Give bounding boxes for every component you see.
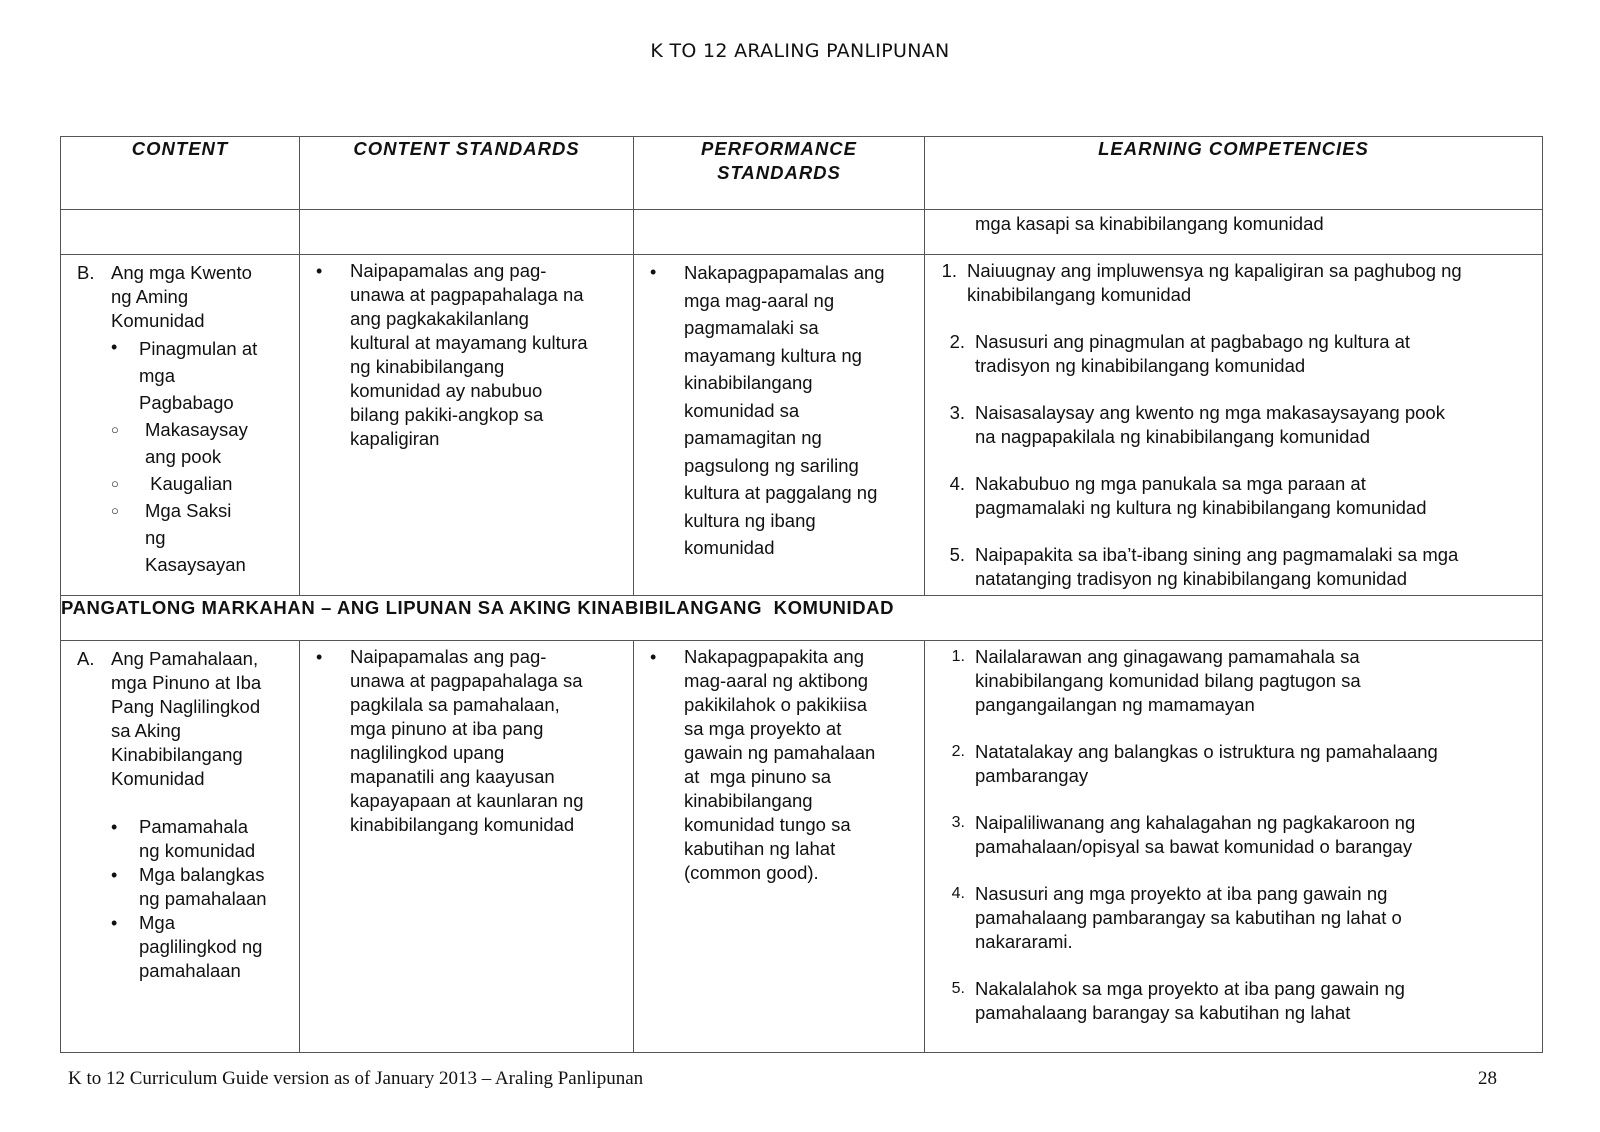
list-item	[111, 911, 293, 983]
topic-line: ng komunidad	[139, 840, 256, 861]
text-line: pakikilahok o pakikiisa	[684, 694, 868, 715]
text-line: kabutihan ng lahat	[684, 838, 836, 859]
list-item	[111, 497, 293, 578]
list-item	[111, 863, 293, 911]
section-b-content-standard-cell	[300, 255, 634, 596]
continuation-row	[61, 210, 1543, 255]
subtopic-line: ang pook	[145, 446, 222, 467]
competency-number: 3.	[949, 402, 965, 423]
text-line: Naipaliliwanang ang kahalagahan ng pagkakaroon ng	[975, 812, 1416, 833]
text-line: pagmamalaki ng kultura ng kinabibilangang komunidad	[975, 497, 1427, 518]
column-header-learning-competencies: LEARNING COMPETENCIES	[925, 137, 1543, 210]
competency-item	[935, 645, 1532, 717]
performance-standard-text	[684, 645, 875, 885]
text-line: (common good).	[684, 862, 819, 883]
text-line: sa mga proyekto at	[684, 718, 842, 739]
competency-text	[975, 543, 1458, 591]
curriculum-table	[60, 136, 1543, 1053]
text-line: Naisasalaysay ang kwento ng mga makasaysayang pook	[975, 402, 1445, 423]
competency-item	[935, 740, 1532, 788]
topic-line: • Mga	[139, 912, 175, 933]
competency-text	[975, 882, 1402, 954]
text-line: Nakalalahok sa mga proyekto at iba pang gawain ng	[975, 978, 1405, 999]
text-line: gawain ng pamahalaan	[684, 742, 876, 763]
competency-number: 1.	[941, 260, 957, 281]
list-item	[111, 470, 293, 497]
text-line: pagkilala sa pamahalaan,	[350, 694, 560, 715]
subtopic-line: ng	[145, 527, 166, 548]
topic-line: pamahalaan	[139, 960, 241, 981]
text-line: kinabibilangang komunidad bilang pagtugon sa	[975, 670, 1361, 691]
competency-number: 1.	[951, 648, 965, 665]
bullet-icon: •	[650, 647, 657, 667]
competency-item	[935, 811, 1532, 859]
performance-standard-item	[650, 259, 914, 562]
section-b-topic-list	[77, 335, 293, 578]
text-line: pamahalaang pambarangay sa kabutihan ng lahat o	[975, 907, 1402, 928]
topic-line: • Pamamahala	[139, 816, 249, 837]
column-header-content-standards: CONTENT STANDARDS	[300, 137, 634, 210]
text-line: natatanging tradisyon ng kinabibilangang komunidad	[975, 568, 1407, 589]
competency-number: 4.	[949, 473, 965, 494]
page-number: 28	[1478, 1068, 1497, 1089]
text-line: Naipapamalas ang pag-	[350, 260, 547, 281]
bullet-icon: •	[316, 647, 323, 667]
section-b-title-text	[111, 261, 252, 333]
text-line: kapayapaan at kaunlaran ng	[350, 790, 584, 811]
empty-cell	[300, 210, 634, 255]
text-line: pambarangay	[975, 765, 1089, 786]
competency-item	[935, 472, 1532, 520]
text-line: mapanatili ang kaayusan	[350, 766, 555, 787]
section-a-performance-standard-cell	[634, 641, 925, 1053]
title-line: Kinabibilangang	[111, 744, 243, 765]
text-line: kinabibilangang komunidad	[967, 284, 1192, 305]
text-line: pagsulong ng sariling	[684, 454, 859, 476]
competency-item	[935, 259, 1532, 307]
competency-text	[975, 330, 1410, 378]
text-line: mga pinuno at iba pang	[350, 718, 544, 739]
title-line: Ang mga Kwento	[111, 262, 252, 283]
text-line: mga mag-aaral ng	[684, 289, 835, 311]
text-line: kinabibilangang	[684, 790, 813, 811]
competency-number: 2.	[949, 331, 965, 352]
topic-line: paglilingkod ng	[139, 936, 263, 957]
competency-number: 5.	[951, 980, 965, 997]
text-line: komunidad tungo sa	[684, 814, 851, 835]
section-a-row	[61, 641, 1543, 1053]
text-line: kultura ng ibang	[684, 509, 816, 531]
competency-text	[975, 740, 1438, 788]
section-b-label: B.	[77, 262, 95, 283]
text-line: Nasusuri ang mga proyekto at iba pang gawain ng	[975, 883, 1388, 904]
text-line: naglilingkod upang	[350, 742, 505, 763]
section-b-performance-standard-cell	[634, 255, 925, 596]
empty-cell	[634, 210, 925, 255]
title-line: mga Pinuno at Iba	[111, 672, 262, 693]
title-line: Komunidad	[111, 768, 205, 789]
section-a-topic-list	[77, 815, 293, 983]
list-item	[111, 815, 293, 863]
text-line: pamahalaang barangay sa kabutihan ng lahat	[975, 1002, 1351, 1023]
section-a-competencies-cell	[925, 641, 1543, 1053]
title-line: sa Aking	[111, 720, 181, 741]
section-a-content-standard-cell	[300, 641, 634, 1053]
text-line: kinabibilangang komunidad	[350, 814, 575, 835]
section-b-content-cell	[61, 255, 300, 596]
text-line: kinabibilangang	[684, 372, 813, 393]
text-line: mag-aaral ng aktibong	[684, 670, 869, 691]
continued-competency-cell	[925, 210, 1543, 255]
competency-item	[935, 401, 1532, 449]
bullet-icon: •	[316, 261, 323, 281]
competency-item	[935, 882, 1532, 954]
text-line: nakararami.	[975, 931, 1073, 952]
column-header-content: CONTENT	[61, 137, 300, 210]
competency-list	[925, 255, 1542, 595]
footer-version-text: K to 12 Curriculum Guide version as of January 2013 – Araling Panlipunan	[68, 1068, 644, 1089]
text-line: Nasusuri ang pinagmulan at pagbabago ng kultura at	[975, 331, 1411, 352]
text-line: Naipapamalas ang pag-	[350, 646, 547, 667]
title-line: Pang Naglilingkod	[111, 696, 261, 717]
text-line: Nakabubuo ng mga panukala sa mga paraan at	[975, 473, 1366, 494]
competency-number: 2.	[951, 743, 965, 760]
column-header-performance-standards	[634, 137, 925, 210]
competency-text	[975, 401, 1445, 449]
text-line: Naiuugnay ang impluwensya ng kapaligiran sa paghubog ng	[967, 260, 1462, 281]
page-header-title: K TO 12 ARALING PANLIPUNAN	[650, 40, 950, 62]
section-a-title-text	[111, 647, 261, 791]
title-line: Ang Pamahalaan,	[111, 648, 259, 669]
section-a-title	[77, 647, 293, 791]
text-line: tradisyon ng kinabibilangang komunidad	[975, 355, 1306, 376]
subtopic-line: ○ Makasaysay	[145, 419, 248, 440]
topic-line: ng pamahalaan	[139, 888, 267, 909]
section-b-title	[77, 261, 293, 333]
text-line: unawa at pagpapahalaga sa	[350, 670, 583, 691]
text-line: kapaligiran	[350, 428, 440, 449]
table-header-row	[61, 137, 1543, 210]
section-a-label: A.	[77, 648, 95, 669]
quarter-heading: PANGATLONG MARKAHAN – ANG LIPUNAN SA AKING KINABIBILANGANG KOMUNIDAD	[61, 596, 1543, 641]
topic-line: mga	[139, 365, 175, 386]
text-line: Natatalakay ang balangkas o istruktura ng pamahalaang	[975, 741, 1438, 762]
competency-number: 3.	[951, 814, 965, 831]
title-line: Komunidad	[111, 310, 205, 331]
text-line: komunidad	[684, 537, 775, 558]
topic-line: • Pinagmulan at	[139, 338, 258, 359]
topic-line: Pagbabago	[139, 392, 234, 413]
list-item	[111, 335, 293, 578]
performance-header-line: PERFORMANCE	[701, 138, 857, 159]
text-line: at mga pinuno sa	[684, 766, 832, 787]
performance-standard-text	[684, 259, 885, 562]
list-item	[111, 416, 293, 470]
text-line: ang pagkakakilanlang	[350, 308, 529, 329]
text-line: pamamagitan ng	[684, 427, 822, 448]
text-line: Nakapagpapakita ang	[684, 646, 865, 667]
section-b-competencies-cell	[925, 255, 1543, 596]
text-line: Nakapagpapamalas ang	[684, 262, 885, 283]
text-line: Naipapakita sa iba’t-ibang sining ang pagmamalaki sa mga	[975, 544, 1459, 565]
text-line: Nailalarawan ang ginagawang pamamahala sa	[975, 646, 1360, 667]
subtopic-list	[111, 416, 293, 578]
content-standard-item	[316, 645, 623, 837]
competency-item	[935, 977, 1532, 1025]
text-line: komunidad sa	[684, 399, 800, 421]
empty-cell	[61, 210, 300, 255]
content-standard-text	[350, 645, 584, 837]
subtopic-line: ○ Mga Saksi	[145, 500, 232, 521]
continued-text: mga kasapi sa kinabibilangang komunidad	[975, 213, 1324, 234]
text-line: mayamang kultura ng	[684, 344, 862, 366]
text-line: pamahalaan/opisyal sa bawat komunidad o barangay	[975, 836, 1413, 857]
quarter-heading-row	[61, 596, 1543, 641]
competency-item	[935, 543, 1532, 591]
text-line: komunidad ay nabubuo	[350, 380, 543, 401]
competency-text	[975, 977, 1405, 1025]
content-standard-item	[316, 259, 623, 451]
section-b-row	[61, 255, 1543, 596]
competency-number: 4.	[951, 885, 965, 902]
subtopic-line: Kasaysayan	[145, 554, 246, 575]
competency-list	[925, 641, 1542, 1052]
competency-text	[975, 645, 1361, 717]
competency-text	[975, 811, 1415, 859]
section-a-content-cell	[61, 641, 300, 1053]
text-line: kultura at paggalang ng	[684, 482, 878, 503]
text-line: unawa at pagpapahalaga na	[350, 284, 584, 305]
text-line: na nagpapakilala ng kinabibilangang komunidad	[975, 426, 1370, 447]
bullet-icon: •	[650, 262, 657, 282]
competency-number: 5.	[949, 544, 965, 565]
performance-standard-item	[650, 645, 914, 885]
content-standard-text	[350, 259, 588, 451]
competency-item	[935, 330, 1532, 378]
title-line: ng Aming	[111, 286, 189, 307]
text-line: pagmamalaki sa	[684, 317, 819, 338]
text-line: ng kinabibilangang	[350, 356, 505, 377]
text-line: bilang pakiki-angkop sa	[350, 404, 544, 425]
topic-line: • Mga balangkas	[139, 864, 265, 885]
subtopic-line: ○ Kaugalian	[145, 473, 233, 494]
competency-text	[967, 259, 1462, 307]
performance-header-line: STANDARDS	[717, 162, 841, 183]
text-line: pangangailangan ng mamamayan	[975, 694, 1255, 715]
competency-text	[975, 472, 1427, 520]
text-line: kultural at mayamang kultura	[350, 332, 588, 353]
